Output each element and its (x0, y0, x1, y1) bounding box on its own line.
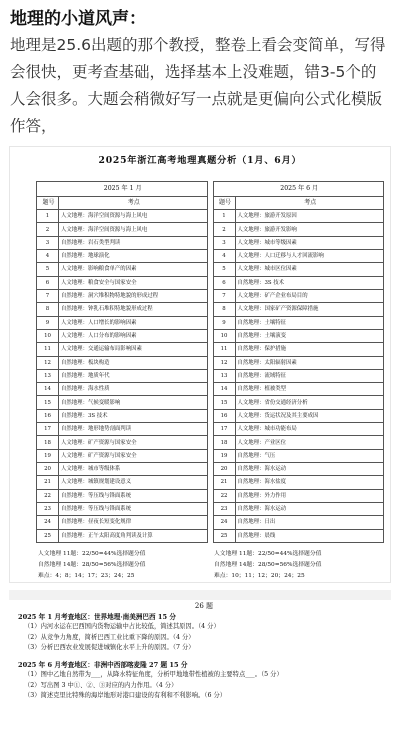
question-number: 18 (213, 436, 235, 449)
question-number: 25 (213, 529, 235, 542)
question-number: 3 (213, 236, 235, 249)
column-header-number: 题号 (213, 196, 235, 209)
question-number: 13 (37, 369, 59, 382)
question-number: 20 (213, 463, 235, 476)
question-number: 14 (37, 383, 59, 396)
table-row (37, 449, 208, 462)
stats-line: 难点：10；11；12；20；24；25 (214, 573, 305, 579)
table-row (37, 343, 208, 356)
table-row (37, 529, 208, 542)
question-number: 6 (37, 276, 59, 289)
question-item: （1）图中乙地自然带为___，从降水特征角度，分析甲地地带性植被的主要特点___。（5 分） (24, 671, 283, 678)
question-number: 17 (213, 423, 235, 436)
topic-cell: 自然地理：3S 技术 (59, 409, 208, 422)
topic-cell: 人文地理：矿产资源与国家安全 (59, 449, 208, 462)
question-number: 20 (37, 463, 59, 476)
question-item: （2）从竞争力角度，简析巴西工业比重下降的原因。（4 分） (24, 633, 195, 641)
topic-cell: 自然地理：土壤演变 (235, 329, 384, 342)
table-row (37, 436, 208, 449)
table-row (213, 476, 384, 489)
question-number: 13 (213, 369, 235, 382)
topic-cell: 人文地理：货运状况及其主要成因 (235, 409, 384, 422)
topic-cell: 自然地理：保护措施 (235, 343, 384, 356)
question-item: （1）内河水运在巴西国内货物运输中占比较低，简述其原因。（4 分） (24, 623, 220, 630)
topic-cell: 人文地理：矿产企业布局目的 (235, 289, 384, 302)
topic-cell: 人文地理：交通运输布局影响因素 (59, 343, 208, 356)
question-number: 17 (37, 423, 59, 436)
topic-cell: 人文地理：矿产资源与国家安全 (59, 436, 208, 449)
table-row (37, 329, 208, 342)
table-row (37, 276, 208, 289)
topic-cell: 自然地理：海水运动 (235, 463, 384, 476)
table-row (37, 316, 208, 329)
topic-cell: 人文地理：产业区位 (235, 436, 384, 449)
question-number: 2 (213, 223, 235, 236)
topic-cell: 人文地理：城市功能布局 (235, 423, 384, 436)
table-row (37, 223, 208, 236)
question-number: 21 (37, 476, 59, 489)
table-row (37, 303, 208, 316)
topic-cell: 自然地理：海水性质 (59, 383, 208, 396)
topic-cell: 人文地理：海洋空间资源与海上风电 (59, 223, 208, 236)
table-row (213, 289, 384, 302)
question-number: 23 (213, 502, 235, 515)
topic-cell: 人文地理：城市等级因素 (235, 236, 384, 249)
table-row (37, 396, 208, 409)
topic-cell: 自然地理：海水运动 (235, 502, 384, 515)
topic-cell: 自然地理：钟乳石堆积特地貌形成过程 (59, 303, 208, 316)
table-jun-2025 (213, 181, 385, 543)
table-row (213, 329, 384, 342)
column-header-topic: 考点 (235, 196, 384, 209)
essay-title: 26 题 (194, 602, 214, 610)
table-row (37, 250, 208, 263)
topic-cell: 人文地理：城市区位因素 (235, 263, 384, 276)
question-number: 24 (37, 516, 59, 529)
table-row (213, 223, 384, 236)
intro (0, 0, 400, 140)
table-row (213, 369, 384, 382)
question-number: 24 (213, 516, 235, 529)
topic-cell: 人文地理：海洋空间资源与海上风电 (59, 210, 208, 223)
table-row (213, 396, 384, 409)
question-number: 22 (213, 489, 235, 502)
topic-cell: 自然地理：土壤特征 (235, 316, 384, 329)
topic-cell: 自然地理：等压线与锋面系统 (59, 489, 208, 502)
analysis-document-image (9, 146, 391, 583)
table-row (37, 423, 208, 436)
question-item: （2）写出图 3 中①、②、③对应的内力作用。（4 分） (24, 681, 178, 689)
question-number: 4 (37, 250, 59, 263)
topic-cell: 人文地理：旅游开发影响 (235, 223, 384, 236)
question-number: 16 (213, 409, 235, 422)
table-row (37, 409, 208, 422)
table-row (213, 436, 384, 449)
topic-cell: 人文地理：人口分布的影响因素 (59, 329, 208, 342)
table-row (213, 529, 384, 542)
table-row (213, 409, 384, 422)
topic-cell: 人文地理：国家矿产资源保障措施 (235, 303, 384, 316)
table-row (213, 316, 384, 329)
question-number: 23 (37, 502, 59, 515)
question-number: 5 (213, 263, 235, 276)
question-number: 1 (37, 210, 59, 223)
table-row (213, 516, 384, 529)
topic-cell: 自然地理：植被类型 (235, 383, 384, 396)
topic-cell: 人文地理：人口迁移与人才回流影响 (235, 250, 384, 263)
question-number: 14 (213, 383, 235, 396)
stats-jan (38, 549, 145, 582)
question-number: 6 (213, 276, 235, 289)
question-number: 12 (213, 356, 235, 369)
topic-cell: 自然地理：气压 (235, 449, 384, 462)
table-row (213, 463, 384, 476)
table-row (37, 463, 208, 476)
stats-jun (214, 549, 321, 582)
table-row (213, 210, 384, 223)
question-number: 2 (37, 223, 59, 236)
topic-cell: 自然地理：等压线与锋面系统 (59, 502, 208, 515)
analysis-tables (36, 181, 384, 543)
question-number: 9 (37, 316, 59, 329)
question-number: 22 (37, 489, 59, 502)
table-row (37, 516, 208, 529)
topic-cell: 人文地理：影响粮食单产的因素 (59, 263, 208, 276)
topic-cell: 自然地理：昼夜长短变化规律 (59, 516, 208, 529)
table-row (37, 383, 208, 396)
stats-line: 难点：4；8；14；17；23；24；25 (38, 573, 135, 579)
intro-body: 地理是25.6出题的那个教授，整卷上看会变简单，写得会很快，更考查基础，选择基本上没难题，错3-5个的人会很多。大题会稍微好写一点就是更偏向公式化模版作答， (10, 36, 386, 135)
question-number: 1 (213, 210, 235, 223)
topic-cell: 自然地理：气候变暖影响 (59, 396, 208, 409)
table-row (37, 236, 208, 249)
topic-cell: 人文地理：省份交通经济分析 (235, 396, 384, 409)
topic-cell: 自然地理：正午太阳高度角判读及计算 (59, 529, 208, 542)
question-item: （3）分析巴西农业发展促进城镇化水平上升的原因。（7 分） (24, 644, 195, 651)
topic-cell: 自然地理：板块构造 (59, 356, 208, 369)
table-caption: 2025 年 6 月 (213, 182, 384, 197)
table-row (37, 263, 208, 276)
topic-cell: 人文地理：城市等级体系 (59, 463, 208, 476)
table-row (37, 476, 208, 489)
table-row (37, 369, 208, 382)
table-row (37, 502, 208, 515)
question-number: 8 (37, 303, 59, 316)
question-number: 11 (213, 343, 235, 356)
intro-title: 地理的小道风声： (10, 9, 146, 29)
topic-cell: 自然地理：洞穴堆积物特地貌的形成过程 (59, 289, 208, 302)
question-number: 3 (37, 236, 59, 249)
table-row (213, 343, 384, 356)
table-row (37, 210, 208, 223)
topic-cell: 自然地理：岩石类型判读 (59, 236, 208, 249)
topic-cell: 自然地理：晨线 (235, 529, 384, 542)
question-number: 25 (37, 529, 59, 542)
question-number: 15 (213, 396, 235, 409)
topic-cell: 自然地理：3S 技术 (235, 276, 384, 289)
table-row (213, 449, 384, 462)
table-row (37, 289, 208, 302)
table-row (213, 276, 384, 289)
topic-cell: 人文地理：人口增长的影响因素 (59, 316, 208, 329)
table-caption: 2025 年 1 月 (37, 182, 208, 197)
question-number: 21 (213, 476, 235, 489)
question-item: （3）简述克里比特殊的海岸地形对港口建设的有利和不利影响。（6 分） (24, 692, 227, 699)
essay-document-image (18, 601, 390, 702)
table-jan-2025 (36, 181, 208, 543)
question-number: 7 (213, 289, 235, 302)
question-number: 7 (37, 289, 59, 302)
table-row (213, 423, 384, 436)
table-row (37, 489, 208, 502)
topic-cell: 自然地理：日出 (235, 516, 384, 529)
topic-cell: 自然地理：地球演化 (59, 250, 208, 263)
question-number: 12 (37, 356, 59, 369)
section-heading: 2025 年 1 月考查地区：世界地理·南美洲巴西 15 分 (18, 612, 176, 621)
table-row (213, 489, 384, 502)
stats-line: 人文地理 11题：22/50=44%选择题分值 (38, 551, 146, 557)
question-number: 5 (37, 263, 59, 276)
document-title: 2025年浙江高考地理真题分析（1月、6月） (98, 155, 302, 166)
topic-cell: 自然地理：地形地势剖面判读 (59, 423, 208, 436)
table-row (213, 502, 384, 515)
table-row (213, 250, 384, 263)
question-number: 4 (213, 250, 235, 263)
column-header-topic: 考点 (59, 196, 208, 209)
question-number: 19 (37, 449, 59, 462)
question-number: 10 (213, 329, 235, 342)
question-number: 9 (213, 316, 235, 329)
question-number: 10 (37, 329, 59, 342)
section-divider (9, 590, 391, 600)
table-row (213, 263, 384, 276)
question-number: 18 (37, 436, 59, 449)
stats-line: 人文地理 11题：22/50=44%选择题分值 (214, 551, 322, 557)
question-number: 8 (213, 303, 235, 316)
topic-cell: 自然地理：太阳辐射因素 (235, 356, 384, 369)
table-row (213, 236, 384, 249)
question-number: 11 (37, 343, 59, 356)
table-row (213, 383, 384, 396)
table-row (213, 303, 384, 316)
topic-cell: 自然地理：地质年代 (59, 369, 208, 382)
stats-line: 自然地理 14题：28/50=56%选择题分值 (214, 562, 322, 568)
topic-cell: 人文地理：城镇规划建设意义 (59, 476, 208, 489)
column-header-number: 题号 (37, 196, 59, 209)
question-number: 19 (213, 449, 235, 462)
topic-cell: 自然地理：海水盐度 (235, 476, 384, 489)
topic-cell: 人文地理：粮食安全与国家安全 (59, 276, 208, 289)
table-row (213, 356, 384, 369)
stats-line: 自然地理 14题：28/50=56%选择题分值 (38, 562, 146, 568)
question-number: 15 (37, 396, 59, 409)
question-number: 16 (37, 409, 59, 422)
topic-cell: 自然地理：流域特征 (235, 369, 384, 382)
table-row (37, 356, 208, 369)
section-heading: 2025 年 6 月考查地区：非洲中西部喀麦隆 27 题 15 分 (18, 660, 188, 669)
topic-cell: 人文地理：旅游开发原因 (235, 210, 384, 223)
topic-cell: 自然地理：外力作用 (235, 489, 384, 502)
